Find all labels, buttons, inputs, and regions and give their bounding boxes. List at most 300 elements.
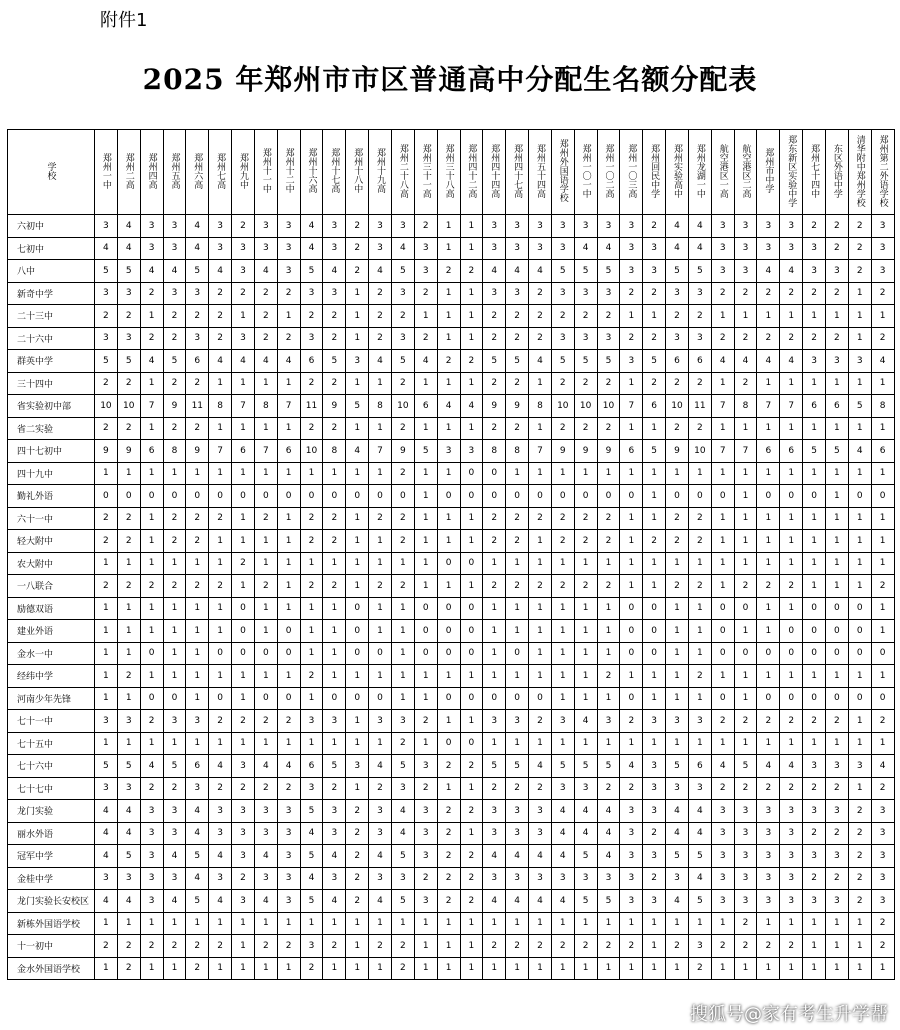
quota-cell: 1 bbox=[346, 507, 369, 530]
quota-cell: 3 bbox=[209, 215, 232, 238]
quota-cell: 8 bbox=[369, 395, 392, 418]
quota-cell: 0 bbox=[529, 485, 552, 508]
quota-cell: 3 bbox=[666, 867, 689, 890]
quota-cell: 2 bbox=[117, 305, 140, 328]
quota-cell: 3 bbox=[688, 777, 711, 800]
quota-cell: 1 bbox=[277, 665, 300, 688]
quota-cell: 1 bbox=[688, 687, 711, 710]
quota-cell: 1 bbox=[95, 620, 118, 643]
quota-cell: 4 bbox=[597, 237, 620, 260]
quota-cell: 1 bbox=[780, 665, 803, 688]
quota-cell: 1 bbox=[323, 665, 346, 688]
quota-cell: 0 bbox=[140, 687, 163, 710]
quota-cell: 2 bbox=[254, 935, 277, 958]
quota-cell: 1 bbox=[369, 372, 392, 395]
table-row bbox=[8, 327, 895, 350]
quota-cell: 1 bbox=[529, 552, 552, 575]
quota-cell: 2 bbox=[391, 462, 414, 485]
quota-cell: 7 bbox=[209, 440, 232, 463]
table-row bbox=[8, 597, 895, 620]
quota-cell: 5 bbox=[643, 350, 666, 373]
quota-cell: 3 bbox=[117, 777, 140, 800]
quota-cell: 4 bbox=[574, 710, 597, 733]
quota-cell: 5 bbox=[574, 755, 597, 778]
quota-cell: 1 bbox=[597, 642, 620, 665]
quota-cell: 1 bbox=[232, 372, 255, 395]
quota-cell: 1 bbox=[460, 327, 483, 350]
quota-cell: 3 bbox=[551, 215, 574, 238]
quota-cell: 1 bbox=[780, 305, 803, 328]
quota-cell: 3 bbox=[95, 710, 118, 733]
quota-cell: 3 bbox=[551, 237, 574, 260]
quota-cell: 4 bbox=[163, 845, 186, 868]
quota-cell: 4 bbox=[506, 890, 529, 913]
quota-cell: 2 bbox=[757, 935, 780, 958]
quota-cell: 2 bbox=[871, 575, 894, 598]
quota-cell: 1 bbox=[437, 530, 460, 553]
quota-cell: 2 bbox=[95, 372, 118, 395]
quota-cell: 3 bbox=[643, 845, 666, 868]
quota-cell: 0 bbox=[529, 687, 552, 710]
quota-cell: 3 bbox=[391, 215, 414, 238]
quota-cell: 4 bbox=[323, 260, 346, 283]
quota-cell: 3 bbox=[209, 237, 232, 260]
quota-cell: 11 bbox=[688, 395, 711, 418]
quota-cell: 1 bbox=[140, 957, 163, 980]
quota-cell: 1 bbox=[369, 957, 392, 980]
quota-cell: 3 bbox=[369, 867, 392, 890]
quota-cell: 3 bbox=[254, 822, 277, 845]
quota-cell: 1 bbox=[209, 417, 232, 440]
quota-cell: 1 bbox=[620, 417, 643, 440]
quota-cell: 5 bbox=[688, 890, 711, 913]
quota-cell: 8 bbox=[871, 395, 894, 418]
quota-cell: 2 bbox=[483, 417, 506, 440]
quota-cell: 0 bbox=[437, 642, 460, 665]
quota-cell: 2 bbox=[871, 282, 894, 305]
quota-cell: 1 bbox=[209, 597, 232, 620]
quota-cell: 2 bbox=[117, 665, 140, 688]
quota-cell: 1 bbox=[163, 912, 186, 935]
quota-cell: 5 bbox=[688, 260, 711, 283]
quota-cell: 2 bbox=[666, 530, 689, 553]
quota-cell: 5 bbox=[117, 845, 140, 868]
quota-cell: 3 bbox=[117, 327, 140, 350]
quota-cell: 1 bbox=[209, 372, 232, 395]
quota-cell: 10 bbox=[300, 440, 323, 463]
quota-cell: 1 bbox=[323, 642, 346, 665]
quota-cell: 3 bbox=[95, 777, 118, 800]
quota-cell: 0 bbox=[209, 485, 232, 508]
quota-cell: 3 bbox=[551, 777, 574, 800]
quota-cell: 2 bbox=[391, 372, 414, 395]
quota-cell: 2 bbox=[574, 417, 597, 440]
quota-cell: 2 bbox=[300, 372, 323, 395]
quota-cell: 1 bbox=[163, 642, 186, 665]
quota-cell: 5 bbox=[506, 350, 529, 373]
column-header: 郑州龙湖一中 bbox=[688, 130, 711, 215]
quota-cell: 2 bbox=[551, 530, 574, 553]
quota-cell: 1 bbox=[757, 665, 780, 688]
quota-cell: 1 bbox=[803, 462, 826, 485]
quota-cell: 3 bbox=[666, 282, 689, 305]
quota-cell: 3 bbox=[734, 237, 757, 260]
quota-cell: 3 bbox=[323, 282, 346, 305]
quota-cell: 4 bbox=[597, 822, 620, 845]
column-header: 郑州市中学 bbox=[757, 130, 780, 215]
quota-cell: 2 bbox=[871, 777, 894, 800]
quota-cell: 3 bbox=[300, 282, 323, 305]
quota-cell: 3 bbox=[277, 237, 300, 260]
quota-cell: 2 bbox=[460, 867, 483, 890]
quota-cell: 0 bbox=[871, 485, 894, 508]
table-row bbox=[8, 755, 895, 778]
quota-cell: 3 bbox=[529, 215, 552, 238]
quota-cell: 1 bbox=[643, 575, 666, 598]
quota-cell: 2 bbox=[186, 417, 209, 440]
quota-cell: 2 bbox=[551, 372, 574, 395]
quota-cell: 1 bbox=[140, 620, 163, 643]
quota-cell: 0 bbox=[620, 485, 643, 508]
table-row bbox=[8, 530, 895, 553]
quota-cell: 2 bbox=[848, 890, 871, 913]
quota-cell: 3 bbox=[163, 282, 186, 305]
school-name-cell: 六初中 bbox=[8, 215, 95, 238]
quota-cell: 2 bbox=[300, 417, 323, 440]
quota-cell: 1 bbox=[323, 620, 346, 643]
quota-cell: 10 bbox=[95, 395, 118, 418]
quota-cell: 3 bbox=[551, 327, 574, 350]
table-row bbox=[8, 935, 895, 958]
quota-cell: 3 bbox=[95, 867, 118, 890]
quota-cell: 2 bbox=[574, 935, 597, 958]
quota-cell: 0 bbox=[369, 642, 392, 665]
quota-cell: 1 bbox=[460, 957, 483, 980]
column-header: 东区外语中学 bbox=[826, 130, 849, 215]
quota-cell: 3 bbox=[574, 282, 597, 305]
quota-cell: 1 bbox=[666, 642, 689, 665]
column-header: 郑州六高 bbox=[186, 130, 209, 215]
quota-cell: 3 bbox=[163, 237, 186, 260]
quota-cell: 2 bbox=[437, 867, 460, 890]
quota-cell: 4 bbox=[95, 800, 118, 823]
quota-cell: 6 bbox=[666, 350, 689, 373]
quota-cell: 11 bbox=[300, 395, 323, 418]
quota-cell: 2 bbox=[826, 327, 849, 350]
quota-cell: 0 bbox=[848, 642, 871, 665]
quota-cell: 1 bbox=[391, 665, 414, 688]
quota-cell: 3 bbox=[871, 867, 894, 890]
quota-cell: 2 bbox=[369, 305, 392, 328]
quota-cell: 2 bbox=[506, 507, 529, 530]
quota-cell: 1 bbox=[643, 732, 666, 755]
quota-cell: 2 bbox=[163, 530, 186, 553]
quota-cell: 6 bbox=[688, 350, 711, 373]
quota-cell: 3 bbox=[734, 822, 757, 845]
quota-cell: 1 bbox=[414, 957, 437, 980]
quota-cell: 1 bbox=[803, 417, 826, 440]
quota-cell: 2 bbox=[803, 710, 826, 733]
quota-cell: 9 bbox=[666, 440, 689, 463]
quota-cell: 2 bbox=[254, 777, 277, 800]
quota-cell: 4 bbox=[483, 845, 506, 868]
quota-cell: 2 bbox=[254, 507, 277, 530]
quota-cell: 3 bbox=[300, 935, 323, 958]
quota-cell: 0 bbox=[871, 687, 894, 710]
quota-cell: 1 bbox=[140, 372, 163, 395]
quota-cell: 1 bbox=[780, 957, 803, 980]
quota-cell: 2 bbox=[529, 777, 552, 800]
quota-cell: 2 bbox=[369, 575, 392, 598]
quota-cell: 1 bbox=[529, 912, 552, 935]
quota-cell: 1 bbox=[757, 372, 780, 395]
quota-cell: 0 bbox=[643, 620, 666, 643]
column-header: 郑州二高 bbox=[117, 130, 140, 215]
quota-cell: 0 bbox=[666, 485, 689, 508]
quota-cell: 1 bbox=[460, 665, 483, 688]
quota-cell: 3 bbox=[232, 890, 255, 913]
quota-cell: 5 bbox=[300, 845, 323, 868]
quota-cell: 0 bbox=[848, 597, 871, 620]
quota-cell: 4 bbox=[734, 350, 757, 373]
quota-cell: 3 bbox=[826, 800, 849, 823]
quota-cell: 2 bbox=[414, 282, 437, 305]
quota-cell: 2 bbox=[95, 417, 118, 440]
quota-cell: 5 bbox=[597, 755, 620, 778]
quota-cell: 3 bbox=[506, 237, 529, 260]
quota-cell: 7 bbox=[529, 440, 552, 463]
quota-cell: 1 bbox=[620, 507, 643, 530]
quota-cell: 3 bbox=[163, 822, 186, 845]
quota-cell: 2 bbox=[803, 215, 826, 238]
quota-cell: 1 bbox=[574, 462, 597, 485]
quota-cell: 9 bbox=[391, 440, 414, 463]
quota-cell: 0 bbox=[826, 642, 849, 665]
quota-cell: 2 bbox=[391, 507, 414, 530]
quota-cell: 3 bbox=[643, 890, 666, 913]
quota-cell: 1 bbox=[620, 305, 643, 328]
quota-cell: 1 bbox=[803, 305, 826, 328]
quota-cell: 0 bbox=[757, 642, 780, 665]
quota-cell: 1 bbox=[506, 462, 529, 485]
quota-cell: 10 bbox=[666, 395, 689, 418]
table-row bbox=[8, 485, 895, 508]
quota-cell: 3 bbox=[277, 822, 300, 845]
quota-cell: 5 bbox=[483, 350, 506, 373]
quota-cell: 0 bbox=[186, 485, 209, 508]
quota-cell: 1 bbox=[414, 507, 437, 530]
quota-cell: 3 bbox=[529, 867, 552, 890]
quota-cell: 4 bbox=[529, 350, 552, 373]
quota-cell: 3 bbox=[117, 282, 140, 305]
quota-cell: 2 bbox=[163, 575, 186, 598]
quota-cell: 3 bbox=[574, 867, 597, 890]
quota-cell: 1 bbox=[688, 552, 711, 575]
quota-cell: 2 bbox=[597, 777, 620, 800]
quota-cell: 1 bbox=[117, 462, 140, 485]
quota-cell: 0 bbox=[254, 642, 277, 665]
quota-cell: 1 bbox=[346, 732, 369, 755]
quota-cell: 2 bbox=[780, 710, 803, 733]
quota-cell: 3 bbox=[620, 867, 643, 890]
quota-cell: 0 bbox=[277, 620, 300, 643]
quota-cell: 0 bbox=[780, 642, 803, 665]
column-header: 郑州四高 bbox=[140, 130, 163, 215]
quota-cell: 7 bbox=[711, 440, 734, 463]
quota-cell: 3 bbox=[826, 260, 849, 283]
quota-cell: 0 bbox=[620, 687, 643, 710]
quota-cell: 1 bbox=[117, 597, 140, 620]
quota-cell: 1 bbox=[300, 912, 323, 935]
quota-cell: 2 bbox=[871, 710, 894, 733]
quota-cell: 1 bbox=[643, 507, 666, 530]
quota-cell: 3 bbox=[803, 755, 826, 778]
column-header: 郑州四十二高 bbox=[460, 130, 483, 215]
quota-cell: 4 bbox=[666, 215, 689, 238]
quota-cell: 5 bbox=[551, 350, 574, 373]
column-header: 航空港区一高 bbox=[711, 130, 734, 215]
quota-cell: 3 bbox=[483, 710, 506, 733]
quota-cell: 4 bbox=[666, 822, 689, 845]
quota-cell: 1 bbox=[780, 462, 803, 485]
quota-cell: 1 bbox=[460, 282, 483, 305]
quota-cell: 0 bbox=[369, 687, 392, 710]
quota-cell: 1 bbox=[597, 912, 620, 935]
quota-cell: 2 bbox=[140, 575, 163, 598]
quota-cell: 1 bbox=[232, 912, 255, 935]
quota-cell: 0 bbox=[780, 687, 803, 710]
quota-cell: 4 bbox=[232, 350, 255, 373]
quota-cell: 1 bbox=[574, 552, 597, 575]
school-name-cell: 勤礼外语 bbox=[8, 485, 95, 508]
school-name-cell: 龙门实验长安校区 bbox=[8, 890, 95, 913]
quota-cell: 1 bbox=[186, 687, 209, 710]
quota-cell: 2 bbox=[254, 327, 277, 350]
quota-cell: 3 bbox=[117, 710, 140, 733]
quota-cell: 1 bbox=[414, 912, 437, 935]
quota-cell: 2 bbox=[711, 282, 734, 305]
quota-cell: 0 bbox=[597, 485, 620, 508]
quota-cell: 2 bbox=[323, 530, 346, 553]
table-row bbox=[8, 260, 895, 283]
quota-cell: 2 bbox=[300, 575, 323, 598]
quota-cell: 4 bbox=[254, 845, 277, 868]
quota-cell: 3 bbox=[780, 800, 803, 823]
quota-cell: 5 bbox=[666, 755, 689, 778]
quota-cell: 8 bbox=[254, 395, 277, 418]
quota-cell: 2 bbox=[826, 867, 849, 890]
quota-cell: 2 bbox=[117, 935, 140, 958]
quota-cell: 6 bbox=[300, 350, 323, 373]
quota-cell: 1 bbox=[437, 372, 460, 395]
quota-cell: 1 bbox=[551, 732, 574, 755]
table-row bbox=[8, 215, 895, 238]
quota-cell: 0 bbox=[826, 687, 849, 710]
quota-cell: 4 bbox=[117, 215, 140, 238]
school-name-cell: 四十九中 bbox=[8, 462, 95, 485]
quota-cell: 1 bbox=[826, 912, 849, 935]
quota-cell: 3 bbox=[163, 710, 186, 733]
quota-cell: 2 bbox=[826, 822, 849, 845]
quota-cell: 1 bbox=[734, 957, 757, 980]
quota-cell: 0 bbox=[95, 485, 118, 508]
quota-cell: 1 bbox=[277, 575, 300, 598]
quota-cell: 3 bbox=[483, 867, 506, 890]
quota-cell: 3 bbox=[757, 237, 780, 260]
quota-cell: 1 bbox=[711, 507, 734, 530]
quota-cell: 4 bbox=[711, 755, 734, 778]
school-name-cell: 三十四中 bbox=[8, 372, 95, 395]
quota-cell: 1 bbox=[437, 777, 460, 800]
quota-cell: 1 bbox=[551, 687, 574, 710]
quota-cell: 1 bbox=[232, 957, 255, 980]
quota-cell: 1 bbox=[391, 597, 414, 620]
quota-cell: 1 bbox=[826, 305, 849, 328]
quota-cell: 2 bbox=[323, 327, 346, 350]
quota-cell: 3 bbox=[483, 800, 506, 823]
table-row bbox=[8, 620, 895, 643]
quota-cell: 3 bbox=[300, 777, 323, 800]
quota-cell: 0 bbox=[803, 620, 826, 643]
quota-cell: 4 bbox=[551, 890, 574, 913]
quota-cell: 10 bbox=[391, 395, 414, 418]
quota-cell: 5 bbox=[163, 755, 186, 778]
quota-cell: 3 bbox=[643, 710, 666, 733]
quota-cell: 2 bbox=[369, 507, 392, 530]
quota-cell: 4 bbox=[209, 350, 232, 373]
quota-cell: 0 bbox=[711, 597, 734, 620]
quota-cell: 1 bbox=[346, 372, 369, 395]
quota-cell: 11 bbox=[186, 395, 209, 418]
quota-cell: 3 bbox=[529, 822, 552, 845]
quota-cell: 3 bbox=[597, 710, 620, 733]
quota-cell: 2 bbox=[734, 935, 757, 958]
quota-cell: 4 bbox=[529, 755, 552, 778]
quota-cell: 4 bbox=[848, 440, 871, 463]
quota-cell: 1 bbox=[848, 305, 871, 328]
quota-cell: 5 bbox=[597, 350, 620, 373]
quota-cell: 2 bbox=[323, 777, 346, 800]
quota-cell: 3 bbox=[757, 867, 780, 890]
quota-cell: 2 bbox=[551, 575, 574, 598]
quota-cell: 1 bbox=[643, 957, 666, 980]
quota-cell: 1 bbox=[117, 912, 140, 935]
page-title: 2025 年郑州市市区普通高中分配生名额分配表 bbox=[142, 63, 758, 96]
quota-cell: 3 bbox=[551, 867, 574, 890]
quota-cell: 1 bbox=[643, 935, 666, 958]
quota-cell: 3 bbox=[277, 260, 300, 283]
quota-cell: 0 bbox=[803, 687, 826, 710]
quota-cell: 1 bbox=[529, 665, 552, 688]
quota-cell: 6 bbox=[414, 395, 437, 418]
column-header: 郑州一〇一中 bbox=[574, 130, 597, 215]
quota-cell: 2 bbox=[688, 575, 711, 598]
quota-cell: 5 bbox=[391, 890, 414, 913]
quota-cell: 2 bbox=[391, 305, 414, 328]
quota-cell: 3 bbox=[506, 710, 529, 733]
quota-cell: 0 bbox=[346, 485, 369, 508]
column-header: 郑州一〇二高 bbox=[597, 130, 620, 215]
quota-cell: 1 bbox=[209, 462, 232, 485]
quota-cell: 2 bbox=[780, 327, 803, 350]
quota-cell: 0 bbox=[277, 485, 300, 508]
quota-cell: 1 bbox=[551, 912, 574, 935]
quota-cell: 1 bbox=[848, 530, 871, 553]
quota-cell: 3 bbox=[757, 822, 780, 845]
quota-cell: 4 bbox=[529, 845, 552, 868]
quota-cell: 1 bbox=[848, 777, 871, 800]
quota-cell: 1 bbox=[300, 620, 323, 643]
